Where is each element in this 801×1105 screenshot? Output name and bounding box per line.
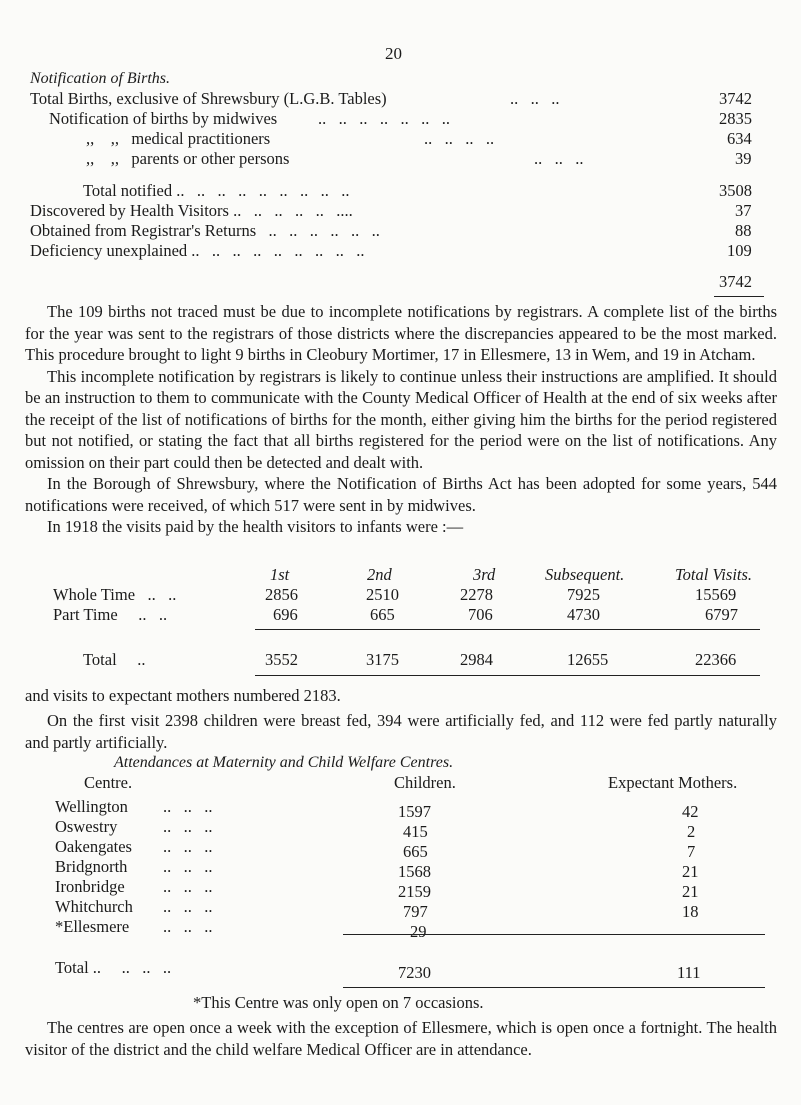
feeding-text-block xyxy=(25,710,777,753)
attendance-centre xyxy=(55,897,213,917)
visits-header-1st: 1st xyxy=(270,565,290,584)
closing-paragraph: The centres are open once a week with the exception of Ellesmere, which is open once a fortnight. The health visitor of the district and the child welfare Medical Officer are in attendance. xyxy=(25,1018,777,1059)
attendance-centre-text: *Ellesmere xyxy=(55,917,130,936)
attendance-centre-text: Whitchurch xyxy=(55,897,133,916)
attendance-centre xyxy=(55,877,213,897)
attendance-children: 29 xyxy=(410,922,427,941)
visits-total-cell: 3552 xyxy=(265,650,298,669)
row2-text: Obtained from Registrar's Returns xyxy=(30,221,257,240)
notification-row-value: 39 xyxy=(735,149,752,168)
attendance-mothers: 7 xyxy=(687,842,696,861)
row2-text: Discovered by Health Visitors xyxy=(30,201,229,220)
leader-dots: .. .. .. xyxy=(510,89,560,108)
closing-text-block xyxy=(25,1017,777,1060)
attendance-mothers: 21 xyxy=(682,862,699,881)
attendance-mothers: 21 xyxy=(682,882,699,901)
visits-total-text: Total xyxy=(83,650,117,669)
leader-dots: .. .. .. xyxy=(163,917,213,936)
paragraph: The 109 births not traced must be due to incomplete notifications by registrars. A complete list of the births for the year was sent to the registrars of those districts where the discrepancies appeared to be the most marked. This procedure brought to light 9 births in Cleobury Mortimer, 17 in Ellesmere, 13 in Wem, and 19 in Atcham. xyxy=(25,302,777,364)
attendance-children: 2159 xyxy=(398,882,431,901)
total-notified-text: Total notified xyxy=(83,181,173,200)
attendance-children: 415 xyxy=(403,822,428,841)
attendance-total-rule xyxy=(343,934,765,935)
visits-cell: 7925 xyxy=(567,585,600,604)
visits-cell: 15569 xyxy=(695,585,737,604)
notification-row2-label: Deficiency unexplained .. .. .. .. .. .. .. .. .. xyxy=(30,241,365,260)
attendance-children: 1597 xyxy=(398,802,431,821)
notification-row-value: 2835 xyxy=(719,109,752,128)
visits-bottom-rule xyxy=(255,675,760,676)
visits-total-cell: 3175 xyxy=(366,650,399,669)
notification-row-label: Notification of births by midwives xyxy=(49,109,278,128)
leader-dots: .. .. .. xyxy=(163,817,213,836)
attendance-total-mothers: 111 xyxy=(677,963,701,982)
visits-total-cell: 12655 xyxy=(567,650,609,669)
feeding-paragraph: On the first visit 2398 children were breast fed, 394 were artificially fed, and 112 were fed partly naturally and partly artificially. xyxy=(25,711,777,752)
attendance-centre-text: Bridgnorth xyxy=(55,857,128,876)
attendance-bottom-rule xyxy=(343,987,765,988)
visits-cell: 696 xyxy=(273,605,298,624)
attendance-centre xyxy=(55,817,213,837)
leader-dots: .. .. .. xyxy=(163,837,213,856)
attendance-centre xyxy=(55,917,213,937)
visits-header-subsequent: Subsequent. xyxy=(545,565,625,584)
body-text xyxy=(25,301,777,538)
notification-row2-value: 88 xyxy=(735,221,752,240)
attendances-title: Attendances at Maternity and Child Welfare Centres. xyxy=(114,754,454,771)
section-heading-notification: Notification of Births. xyxy=(30,70,171,87)
visits-cell: 665 xyxy=(370,605,395,624)
expectant-visits-text: and visits to expectant mothers numbered 2183. xyxy=(25,686,341,705)
visits-total-label: Total .. xyxy=(83,650,146,669)
notification-row2-label: Obtained from Registrar's Returns .. .. .. .. .. .. xyxy=(30,221,380,240)
notification-row2-label: Discovered by Health Visitors .. .. .. .. .. .... xyxy=(30,201,353,220)
attendance-children: 665 xyxy=(403,842,428,861)
row2-text: Deficiency unexplained xyxy=(30,241,188,260)
notification-row-label: ,, ,, parents or other persons xyxy=(86,149,290,168)
attendance-mothers: 18 xyxy=(682,902,699,921)
leader-dots: .. .. .. xyxy=(163,877,213,896)
paragraph: In 1918 the visits paid by the health visitors to infants were :— xyxy=(47,517,464,536)
leader-dots: .. .. .. xyxy=(163,797,213,816)
visits-row-label: Whole Time .. .. xyxy=(53,585,177,604)
footnote: *This Centre was only open on 7 occasions. xyxy=(193,993,484,1012)
attendance-centre xyxy=(55,797,213,817)
attendance-mothers: 2 xyxy=(687,822,696,841)
leader-dots: .. .. .. .. xyxy=(424,129,495,148)
attendance-centre xyxy=(55,837,213,857)
visits-total-cell: 2984 xyxy=(460,650,493,669)
visits-total-cell: 22366 xyxy=(695,650,737,669)
visits-row-text: Part Time xyxy=(53,605,118,624)
attendance-total-label: Total .. .. .. .. xyxy=(55,958,172,977)
visits-header-total: Total Visits. xyxy=(675,565,753,584)
grand-total-rule xyxy=(714,296,764,297)
visits-cell: 4730 xyxy=(567,605,600,624)
grand-total-value: 3742 xyxy=(719,272,752,291)
leader-dots: .. .. .. xyxy=(163,857,213,876)
attendance-total-text: Total xyxy=(55,958,89,977)
total-notified-label: Total notified .. .. .. .. .. .. .. .. .. xyxy=(83,181,350,200)
attendance-total-children: 7230 xyxy=(398,963,431,982)
attendance-centre-text: Wellington xyxy=(55,797,128,816)
leader-dots: .. .. .. xyxy=(163,897,213,916)
attendance-children: 1568 xyxy=(398,862,431,881)
notification-row-value: 3742 xyxy=(719,89,752,108)
notification-row2-value: 37 xyxy=(735,201,752,220)
leader-dots: .. .. .. .. .. .. .. xyxy=(318,109,450,128)
col-header-mothers: Expectant Mothers. xyxy=(608,773,738,792)
visits-cell: 2510 xyxy=(366,585,399,604)
visits-row-label: Part Time .. .. xyxy=(53,605,168,624)
notification-row-label: ,, ,, medical practitioners xyxy=(86,129,271,148)
leader-dots: .. .. .. xyxy=(534,149,584,168)
visits-cell: 706 xyxy=(468,605,493,624)
visits-header-2nd: 2nd xyxy=(367,565,392,584)
attendance-centre-text: Oakengates xyxy=(55,837,132,856)
visits-total-rule xyxy=(255,629,760,630)
visits-cell: 2278 xyxy=(460,585,493,604)
attendance-mothers: 42 xyxy=(682,802,699,821)
notification-row-label: Total Births, exclusive of Shrewsbury (L.G.B. Tables) xyxy=(30,89,387,108)
visits-cell: 6797 xyxy=(705,605,738,624)
visits-row-text: Whole Time xyxy=(53,585,136,604)
visits-cell: 2856 xyxy=(265,585,298,604)
attendance-children: 797 xyxy=(403,902,428,921)
notification-row2-value: 109 xyxy=(727,241,752,260)
attendance-centre-text: Ironbridge xyxy=(55,877,125,896)
col-header-children: Children. xyxy=(394,773,456,792)
attendance-centre-text: Oswestry xyxy=(55,817,118,836)
visits-header-3rd: 3rd xyxy=(473,565,496,584)
col-header-centre: Centre. xyxy=(84,773,133,792)
total-notified-value: 3508 xyxy=(719,181,752,200)
paragraph: This incomplete notification by registrars is likely to continue unless their instructions are amplified. It should be an instruction to them to communicate with the County Medical Officer of Health at the end of six weeks after the receipt of the list of notifications of births for the month, either giving him the births for the period registered but not notified, or stating the fact that all births registered for the period were on the list of notifications. Any omission on their part could then be detected and dealt with. xyxy=(25,366,777,472)
attendance-centre xyxy=(55,857,213,877)
page-number: 20 xyxy=(385,44,402,63)
notification-row-value: 634 xyxy=(727,129,752,148)
paragraph: In the Borough of Shrewsbury, where the Notification of Births Act has been adopted for some years, 544 notifications were received, of which 517 were sent in by midwives. xyxy=(25,474,777,515)
